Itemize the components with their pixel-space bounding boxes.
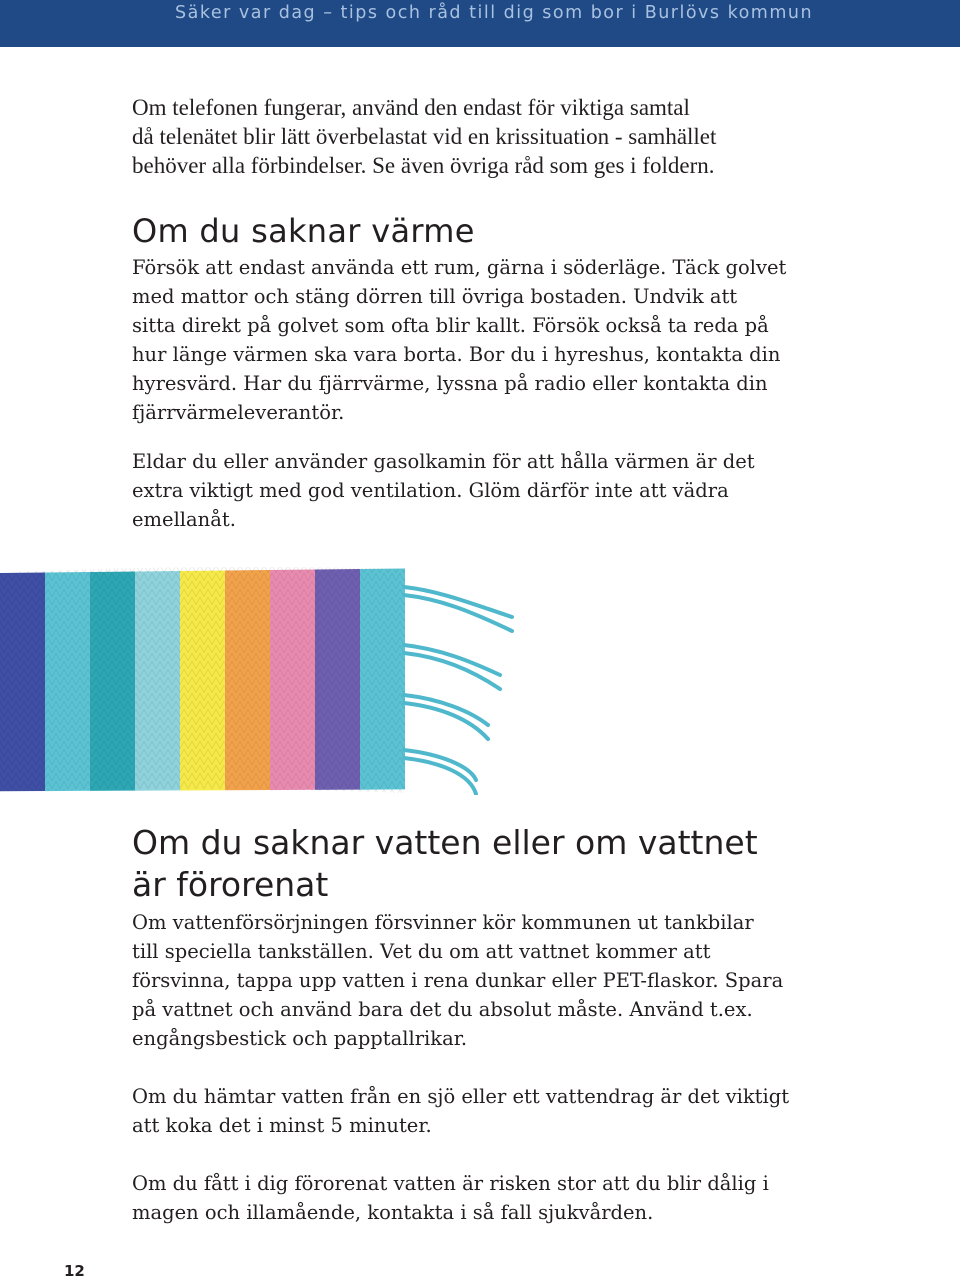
knit-texture [0, 567, 405, 793]
text-line: Eldar du eller använder gasolkamin för att hålla värmen är det [132, 450, 755, 473]
text-line: att koka det i minst 5 minuter. [132, 1114, 432, 1137]
text-line: sitta direkt på golvet som ofta blir kallt. Försök också ta reda på [132, 314, 769, 337]
text-line: hyresvärd. Har du fjärrvärme, lyssna på radio eller kontakta din [132, 372, 768, 395]
page-header [0, 0, 960, 47]
section-body [132, 908, 852, 1227]
text-line: försvinna, tappa upp vatten i rena dunkar eller PET-flaskor. Spara [132, 969, 784, 992]
fringe-strand [404, 653, 500, 689]
text-line: behöver alla förbindelser. Se även övriga råd som ges i foldern. [132, 153, 715, 178]
text-line: med mattor och stäng dörren till övriga bostaden. Undvik att [132, 285, 738, 308]
text-line: Om du fått i dig förorenat vatten är risken stor att du blir dålig i [132, 1172, 769, 1195]
heading-line: Om du saknar vatten eller om vattnet [132, 823, 758, 862]
knitted-scarf-icon [0, 565, 960, 795]
section-body [132, 253, 852, 534]
text-line: till speciella tankställen. Vet du om att vattnet kommer att [132, 940, 711, 963]
water-section [132, 822, 852, 1227]
text-line: Om vattenförsörjningen försvinner kör kommunen ut tankbilar [132, 911, 754, 934]
text-line: Om telefonen fungerar, använd den endast för viktiga samtal [132, 95, 690, 120]
paragraph [132, 1082, 852, 1140]
section-heading: Om du saknar värme [132, 212, 475, 250]
paragraph [132, 908, 852, 1053]
paragraph [132, 447, 852, 534]
section-heading [132, 822, 852, 906]
fringe-strand [404, 587, 512, 617]
heat-section [132, 210, 852, 534]
text-line: extra viktigt med god ventilation. Glöm därför inte att vädra [132, 479, 729, 502]
page-number: 12 [64, 1262, 85, 1280]
scarf-fringe [404, 587, 512, 794]
paragraph [132, 253, 852, 427]
text-line: fjärrvärmeleverantör. [132, 401, 345, 424]
heading-line: är förorenat [132, 865, 329, 904]
text-line: då telenätet blir lätt överbelastat vid en krissituation - samhället [132, 124, 717, 149]
text-line: Om du hämtar vatten från en sjö eller ett vattendrag är det viktigt [132, 1085, 790, 1108]
text-line: hur länge värmen ska vara borta. Bor du i hyreshus, kontakta din [132, 343, 781, 366]
fringe-strand [404, 758, 476, 794]
fringe-strand [404, 645, 500, 675]
header-title: Säker var dag – tips och råd till dig som bor i Burlövs kommun [175, 3, 814, 23]
text-line: emellanåt. [132, 508, 236, 531]
paragraph [132, 1169, 852, 1227]
intro-paragraph [132, 93, 852, 180]
text-line: Försök att endast använda ett rum, gärna i söderläge. Täck golvet [132, 256, 787, 279]
text-line: magen och illamående, kontakta i så fall sjukvården. [132, 1201, 654, 1224]
text-line: på vattnet och använd bara det du absolut måste. Använd t.ex. [132, 998, 753, 1021]
fringe-strand [404, 703, 488, 739]
text-line: engångsbestick och papptallrikar. [132, 1027, 468, 1050]
fringe-strand [404, 695, 488, 725]
